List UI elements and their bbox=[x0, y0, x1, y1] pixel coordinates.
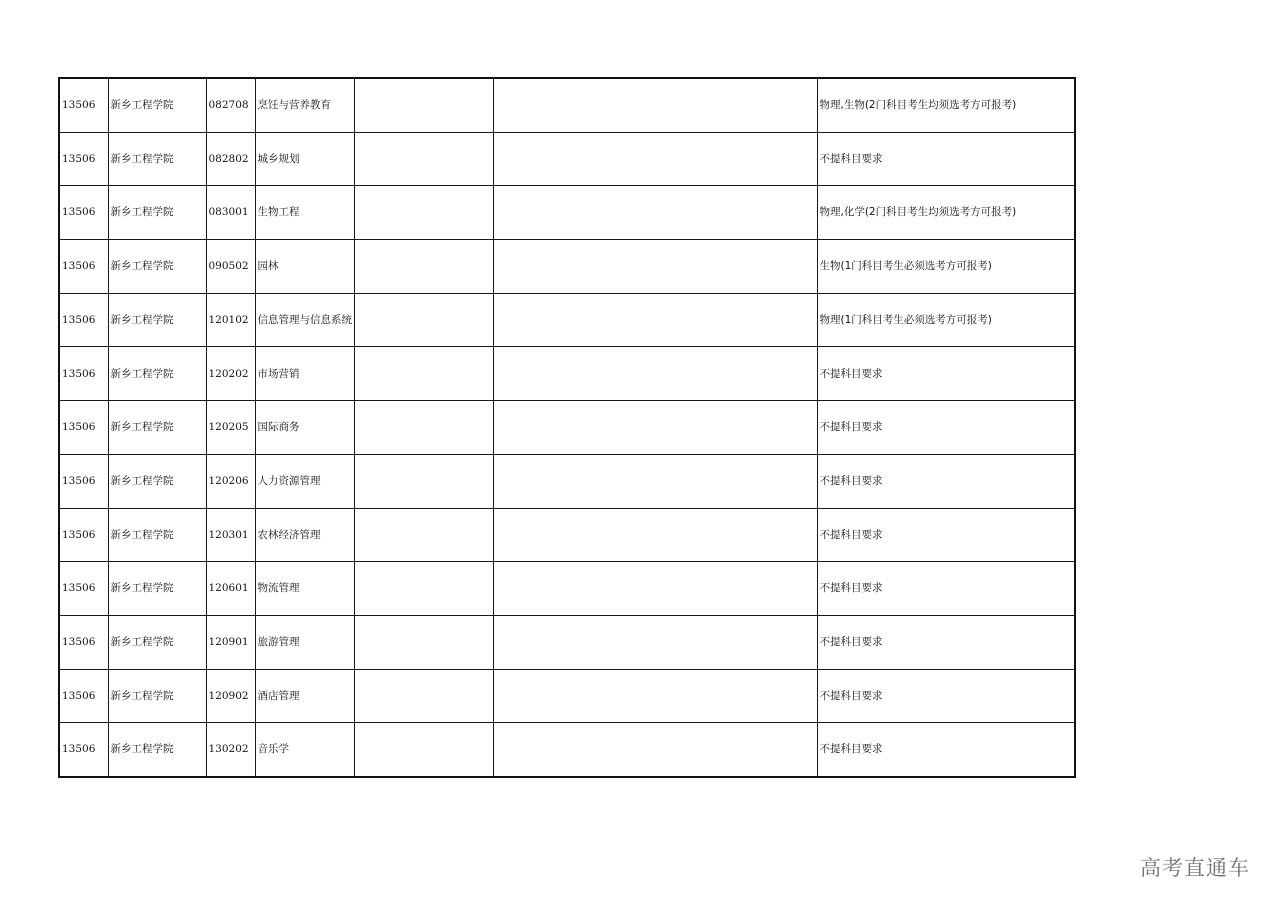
major-code-cell: 082708 bbox=[206, 78, 255, 132]
school-code-cell: 13506 bbox=[59, 508, 108, 562]
table-row bbox=[59, 293, 1075, 347]
table-row bbox=[59, 132, 1075, 186]
empty-cell bbox=[354, 132, 493, 186]
school-code-cell: 13506 bbox=[59, 454, 108, 508]
table-row bbox=[59, 562, 1075, 616]
school-code-cell: 13506 bbox=[59, 186, 108, 240]
table-row bbox=[59, 615, 1075, 669]
school-name-cell: 新乡工程学院 bbox=[108, 347, 206, 401]
major-code-cell: 120301 bbox=[206, 508, 255, 562]
table-row bbox=[59, 723, 1075, 777]
major-name-cell: 烹饪与营养教育 bbox=[255, 78, 354, 132]
major-code-cell: 090502 bbox=[206, 240, 255, 294]
major-code-cell: 120202 bbox=[206, 347, 255, 401]
school-code-cell: 13506 bbox=[59, 669, 108, 723]
empty-cell bbox=[493, 615, 817, 669]
major-code-cell: 120205 bbox=[206, 401, 255, 455]
major-name-cell: 酒店管理 bbox=[255, 669, 354, 723]
major-name-cell: 音乐学 bbox=[255, 723, 354, 777]
empty-cell bbox=[354, 240, 493, 294]
empty-cell bbox=[493, 347, 817, 401]
empty-cell bbox=[493, 723, 817, 777]
school-name-cell: 新乡工程学院 bbox=[108, 240, 206, 294]
major-name-cell: 园林 bbox=[255, 240, 354, 294]
subject-requirement-cell: 不提科目要求 bbox=[817, 454, 1075, 508]
school-name-cell: 新乡工程学院 bbox=[108, 401, 206, 455]
school-code-cell: 13506 bbox=[59, 562, 108, 616]
empty-cell bbox=[493, 669, 817, 723]
major-name-cell: 城乡规划 bbox=[255, 132, 354, 186]
empty-cell bbox=[354, 615, 493, 669]
major-code-cell: 120901 bbox=[206, 615, 255, 669]
major-name-cell: 市场营销 bbox=[255, 347, 354, 401]
empty-cell bbox=[354, 669, 493, 723]
empty-cell bbox=[493, 401, 817, 455]
table-row bbox=[59, 454, 1075, 508]
school-name-cell: 新乡工程学院 bbox=[108, 78, 206, 132]
empty-cell bbox=[493, 78, 817, 132]
empty-cell bbox=[493, 293, 817, 347]
school-code-cell: 13506 bbox=[59, 723, 108, 777]
major-name-cell: 农林经济管理 bbox=[255, 508, 354, 562]
major-name-cell: 物流管理 bbox=[255, 562, 354, 616]
school-name-cell: 新乡工程学院 bbox=[108, 669, 206, 723]
major-name-cell: 国际商务 bbox=[255, 401, 354, 455]
school-name-cell: 新乡工程学院 bbox=[108, 186, 206, 240]
major-code-cell: 120102 bbox=[206, 293, 255, 347]
empty-cell bbox=[354, 454, 493, 508]
school-name-cell: 新乡工程学院 bbox=[108, 562, 206, 616]
school-name-cell: 新乡工程学院 bbox=[108, 723, 206, 777]
major-name-cell: 人力资源管理 bbox=[255, 454, 354, 508]
empty-cell bbox=[354, 78, 493, 132]
subject-requirement-cell: 生物(1门科目考生必须选考方可报考) bbox=[817, 240, 1075, 294]
school-code-cell: 13506 bbox=[59, 347, 108, 401]
empty-cell bbox=[493, 454, 817, 508]
major-code-cell: 120601 bbox=[206, 562, 255, 616]
empty-cell bbox=[354, 723, 493, 777]
table-row bbox=[59, 186, 1075, 240]
school-name-cell: 新乡工程学院 bbox=[108, 508, 206, 562]
table-row bbox=[59, 401, 1075, 455]
empty-cell bbox=[493, 186, 817, 240]
major-code-cell: 130202 bbox=[206, 723, 255, 777]
school-code-cell: 13506 bbox=[59, 293, 108, 347]
school-name-cell: 新乡工程学院 bbox=[108, 293, 206, 347]
subject-requirement-cell: 不提科目要求 bbox=[817, 723, 1075, 777]
subject-requirement-cell: 不提科目要求 bbox=[817, 669, 1075, 723]
school-code-cell: 13506 bbox=[59, 401, 108, 455]
subject-requirement-cell: 不提科目要求 bbox=[817, 347, 1075, 401]
school-name-cell: 新乡工程学院 bbox=[108, 132, 206, 186]
empty-cell bbox=[493, 508, 817, 562]
table-row bbox=[59, 78, 1075, 132]
subject-requirement-cell: 不提科目要求 bbox=[817, 508, 1075, 562]
table-row bbox=[59, 347, 1075, 401]
major-code-cell: 083001 bbox=[206, 186, 255, 240]
empty-cell bbox=[354, 293, 493, 347]
major-code-cell: 120206 bbox=[206, 454, 255, 508]
school-name-cell: 新乡工程学院 bbox=[108, 454, 206, 508]
empty-cell bbox=[493, 240, 817, 294]
subject-requirements-table bbox=[58, 77, 1076, 778]
major-code-cell: 082802 bbox=[206, 132, 255, 186]
school-code-cell: 13506 bbox=[59, 78, 108, 132]
empty-cell bbox=[354, 186, 493, 240]
table-row bbox=[59, 240, 1075, 294]
empty-cell bbox=[354, 347, 493, 401]
major-name-cell: 生物工程 bbox=[255, 186, 354, 240]
subject-requirement-cell: 物理,化学(2门科目考生均须选考方可报考) bbox=[817, 186, 1075, 240]
table-row bbox=[59, 508, 1075, 562]
watermark-text: 高考直通车 bbox=[1140, 856, 1250, 880]
school-code-cell: 13506 bbox=[59, 615, 108, 669]
table-row bbox=[59, 669, 1075, 723]
major-code-cell: 120902 bbox=[206, 669, 255, 723]
subject-requirement-cell: 不提科目要求 bbox=[817, 615, 1075, 669]
school-code-cell: 13506 bbox=[59, 132, 108, 186]
school-code-cell: 13506 bbox=[59, 240, 108, 294]
empty-cell bbox=[354, 562, 493, 616]
empty-cell bbox=[493, 132, 817, 186]
subject-requirement-cell: 不提科目要求 bbox=[817, 401, 1075, 455]
major-name-cell: 信息管理与信息系统 bbox=[255, 293, 354, 347]
empty-cell bbox=[354, 401, 493, 455]
subject-requirement-cell: 物理(1门科目考生必须选考方可报考) bbox=[817, 293, 1075, 347]
subject-requirement-cell: 不提科目要求 bbox=[817, 562, 1075, 616]
table-body bbox=[59, 78, 1075, 777]
empty-cell bbox=[354, 508, 493, 562]
major-name-cell: 旅游管理 bbox=[255, 615, 354, 669]
subject-requirement-cell: 不提科目要求 bbox=[817, 132, 1075, 186]
empty-cell bbox=[493, 562, 817, 616]
subject-requirement-cell: 物理,生物(2门科目考生均须选考方可报考) bbox=[817, 78, 1075, 132]
school-name-cell: 新乡工程学院 bbox=[108, 615, 206, 669]
